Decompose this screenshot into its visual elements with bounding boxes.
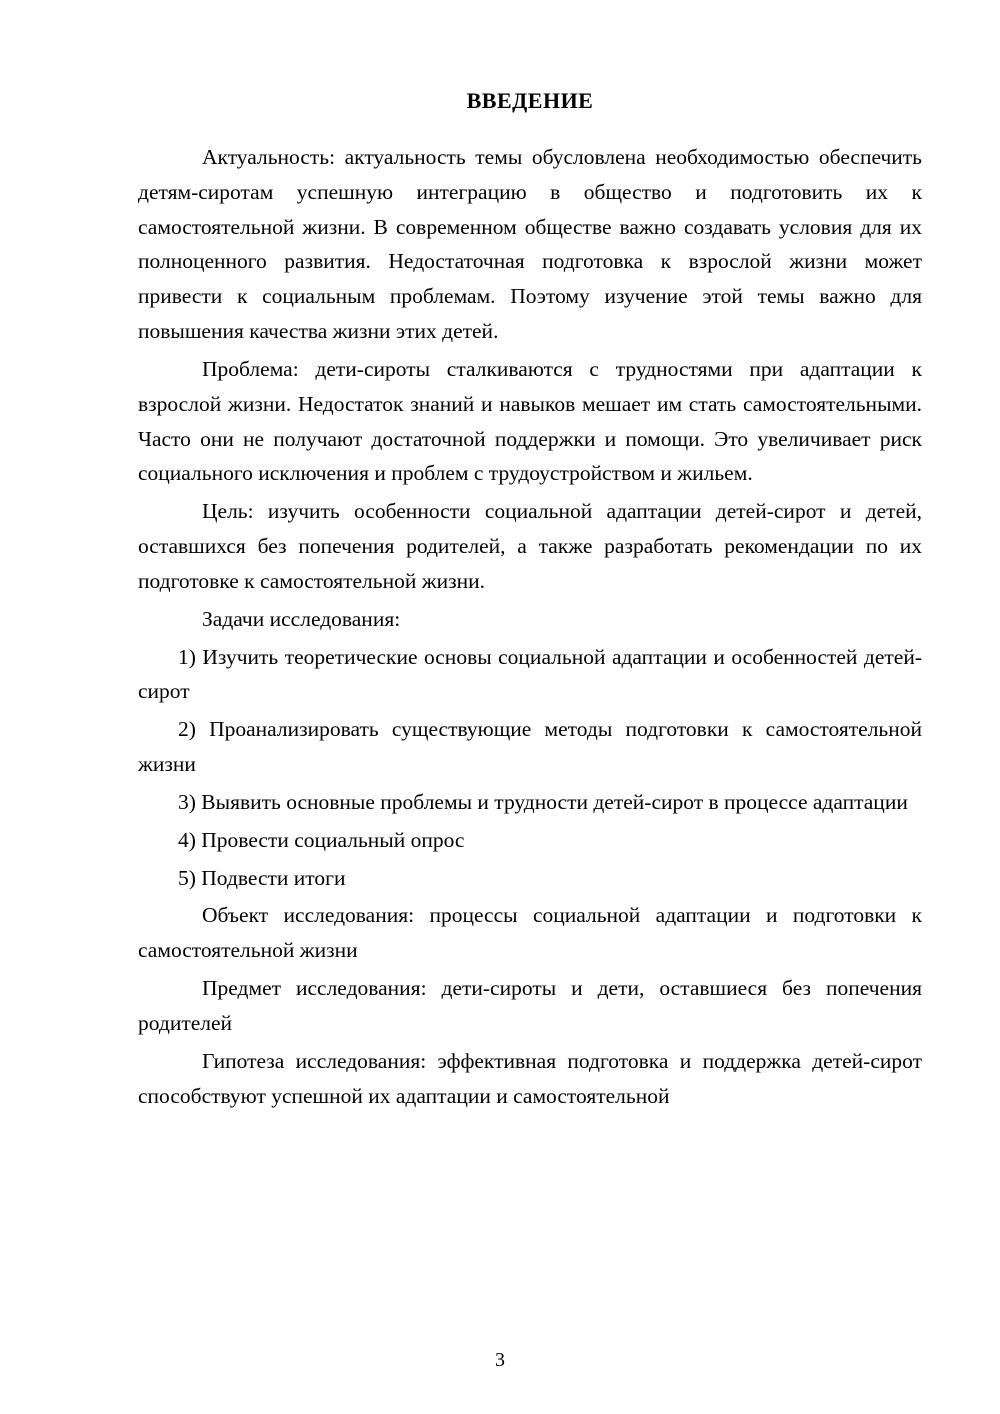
paragraph-relevance: Актуальность: актуальность темы обусловлена необходимостью обеспечить детям-сиротам успешную интеграцию в общество и подготовить их к самостоятельной жизни. В современном обществе важно создавать условия для их полноценного развития. Недостаточная подготовка к взрослой жизни может привести к социальным проблемам. Поэтому изучение этой темы важно для повышения качества жизни этих детей. xyxy=(138,145,922,344)
task-item-2: 2) Проанализировать существующие методы подготовки к самостоятельной жизни xyxy=(138,717,922,777)
paragraph-tasks-heading: Задачи исследования: xyxy=(202,606,401,631)
page-title: ВВЕДЕНИЕ xyxy=(466,88,594,113)
page-number: 3 xyxy=(495,1349,505,1371)
paragraph-hypothesis: Гипотеза исследования: эффективная подготовка и поддержка детей-сирот способствуют успешной их адаптации и самостоятельной xyxy=(138,1048,922,1108)
paragraph-subject: Предмет исследования: дети-сироты и дети, оставшиеся без попечения родителей xyxy=(138,976,922,1035)
paragraph-object: Объект исследования: процессы социальной адаптации и подготовки к самостоятельной жизни xyxy=(138,903,922,963)
task-item-1: 1) Изучить теоретические основы социальной адаптации и особенностей детей-сирот xyxy=(138,644,922,704)
paragraph-goal: Цель: изучить особенности социальной адаптации детей-сирот и детей, оставшихся без попечения родителей, а также разработать рекомендации по их подготовке к самостоятельной жизни. xyxy=(138,499,922,593)
task-item-3: 3) Выявить основные проблемы и трудности детей-сирот в процессе адаптации xyxy=(178,789,908,814)
task-item-4: 4) Провести социальный опрос xyxy=(178,827,465,852)
task-item-5: 5) Подвести итоги xyxy=(178,865,346,890)
paragraph-problem: Проблема: дети-сироты сталкиваются с трудностями при адаптации к взрослой жизни. Недостаток знаний и навыков мешает им стать самостоятельными. Часто они не получают достаточной поддержки и помощи. Это увеличивает риск социального исключения и проблем с трудоустройством и жильем. xyxy=(138,356,922,486)
